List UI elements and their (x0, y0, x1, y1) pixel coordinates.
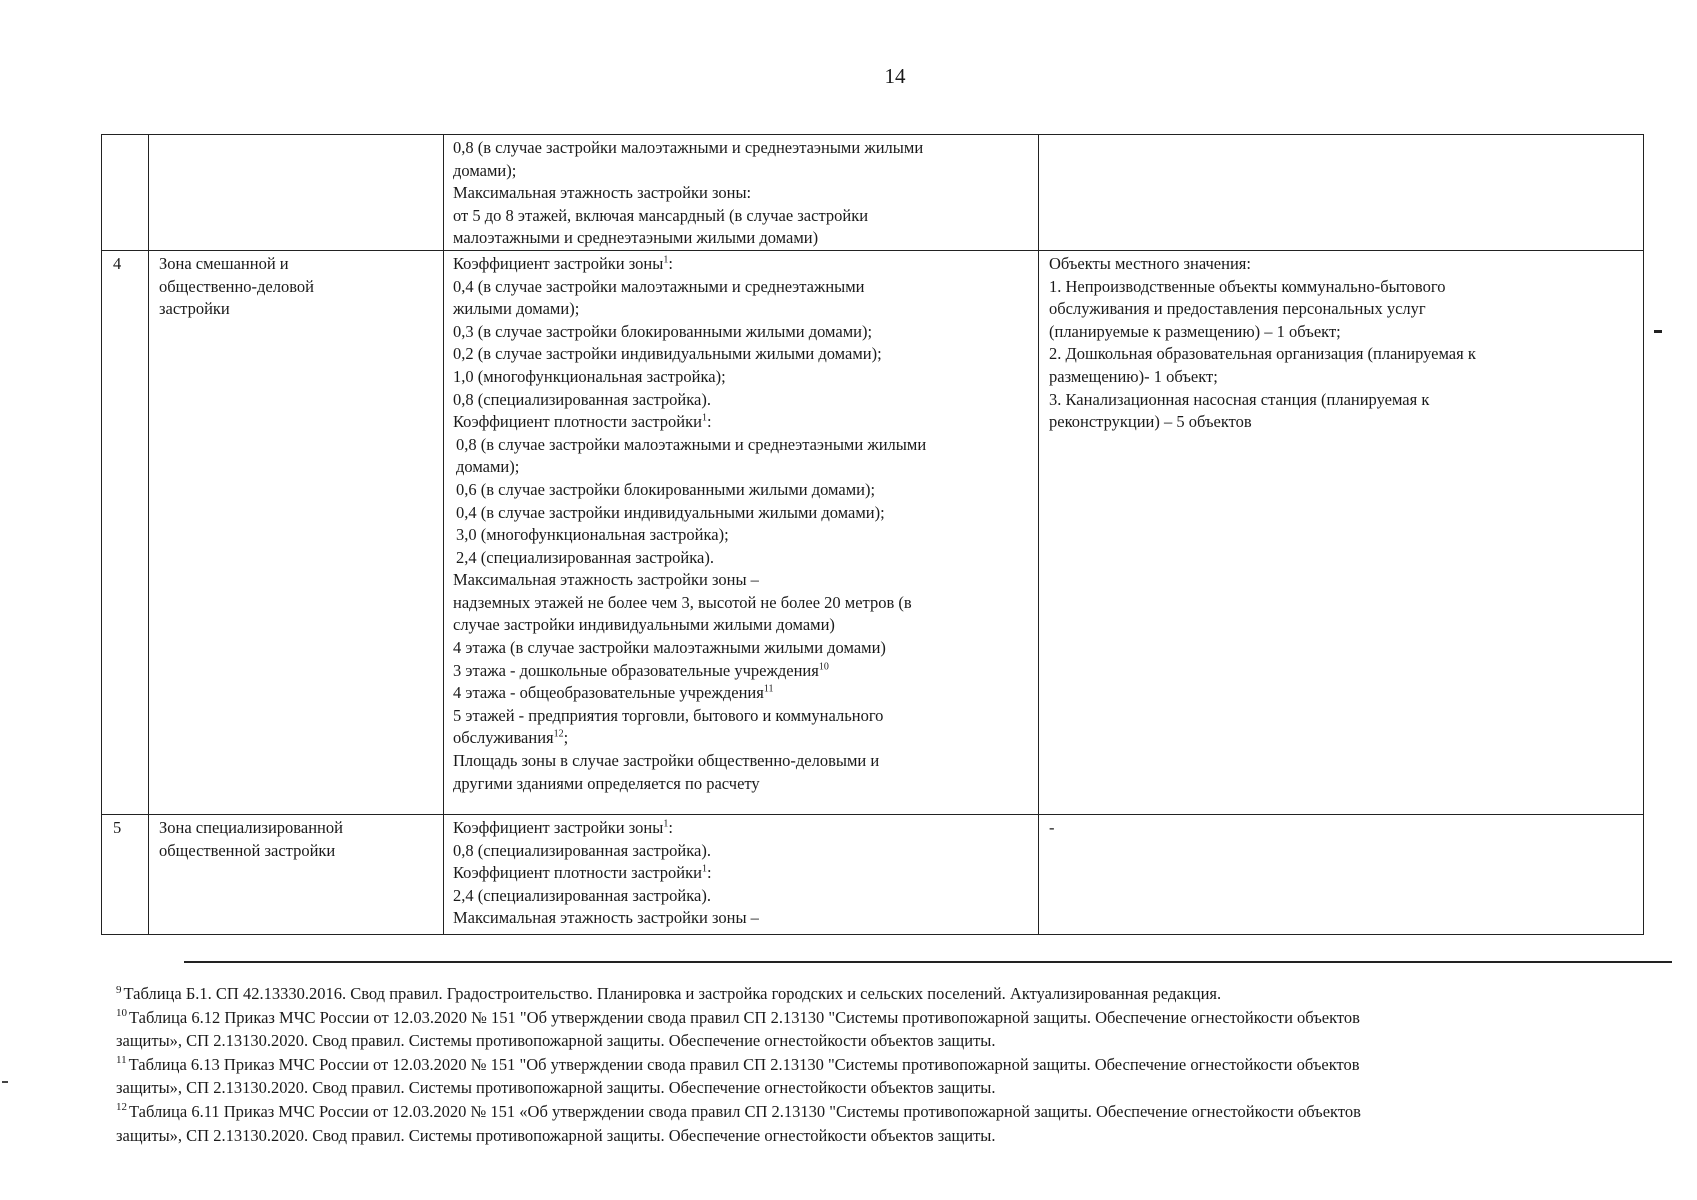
footnote-line (116, 982, 1676, 1006)
parameter-line (453, 227, 1032, 250)
footnote-text: защиты», СП 2.13130.2020. Свод правил. Системы противопожарной защиты. Обеспечение огнестойкости объектов защиты. (116, 1125, 996, 1145)
parameter-text: 0,4 (в случае застройки малоэтажными и среднеэтажными (453, 276, 865, 296)
page-number: 14 (884, 64, 906, 88)
parameter-text: Коэффициент застройки зоны (453, 253, 664, 273)
zones-table (101, 134, 1644, 935)
parameter-line (453, 569, 1032, 592)
parameter-text: 0,8 (специализированная застройка). (453, 389, 711, 409)
parameter-text: 5 этажей - предприятия торговли, бытового и коммунального (453, 705, 884, 725)
footnote-text: Таблица 6.13 Приказ МЧС России от 12.03.2020 № 151 "Об утверждении свода правил СП 2.13130 "Системы противопожарной защиты. Обеспечение огнестойкости объектов (128, 1054, 1360, 1074)
footnote-separator (184, 961, 1672, 963)
zone-name-line: общественной застройки (159, 840, 336, 860)
parameter-line (453, 137, 1032, 160)
object-line: 2. Дошкольная образовательная организация (планируемая к (1049, 344, 1476, 364)
parameter-text: Максимальная этажность застройки зоны – (453, 908, 759, 928)
parameter-line (453, 682, 1032, 705)
parameter-line (453, 456, 1032, 479)
footnote-number: 12 (116, 1101, 127, 1114)
parameter-line (453, 592, 1032, 615)
object-line: 3. Канализационная насосная станция (планируемая к (1049, 389, 1430, 409)
parameter-punctuation: : (706, 863, 712, 883)
footnote-number: 10 (116, 1007, 127, 1020)
zone-name-line: Зона специализированной (159, 817, 343, 837)
row-number: 4 (113, 253, 122, 273)
parameter-text: малоэтажными и среднеэтаэными жилыми домами) (453, 228, 819, 248)
row-number-cell (102, 135, 149, 251)
parameter-text: 1,0 (многофункциональная застройка); (453, 366, 726, 386)
parameter-line (453, 366, 1032, 389)
footnote-text: защиты», СП 2.13130.2020. Свод правил. Системы противопожарной защиты. Обеспечение огнестойкости объектов защиты. (116, 1078, 996, 1098)
parameter-text: 0,6 (в случае застройки блокированными жилыми домами); (456, 479, 876, 499)
parameter-line (453, 885, 1032, 908)
zone-name-cell (149, 135, 444, 251)
row-number-cell (102, 814, 149, 934)
parameter-line (453, 660, 1032, 683)
parameter-line (453, 524, 1032, 547)
parameter-line (453, 160, 1032, 183)
margin-dash (2, 1081, 8, 1083)
footnote-number: 9 (116, 983, 122, 996)
parameter-text: 3,0 (многофункциональная застройка); (456, 525, 729, 545)
parameter-punctuation: ; (563, 728, 569, 748)
parameter-text: 0,2 (в случае застройки индивидуальными жилыми домами); (453, 344, 882, 364)
parameter-line (453, 614, 1032, 637)
object-line: размещению)- 1 объект; (1049, 366, 1218, 386)
footnote-reference: 12 (553, 728, 564, 740)
zone-name-cell (149, 814, 444, 934)
footnote-number: 11 (116, 1054, 127, 1067)
parameter-text: Максимальная этажность застройки зоны: (453, 183, 752, 203)
footnote-line (116, 1029, 1676, 1053)
parameter-line (453, 907, 1032, 930)
parameter-text: 4 этажа - общеобразовательные учреждения (453, 683, 764, 703)
object-line: реконструкции) – 5 объектов (1049, 412, 1252, 432)
parameter-line (453, 637, 1032, 660)
parameter-line (453, 479, 1032, 502)
table-row (102, 250, 1644, 814)
parameter-line (453, 727, 1032, 750)
object-line: 1. Непроизводственные объекты коммунально-бытового (1049, 276, 1446, 296)
footnote-line (116, 1053, 1676, 1077)
local-objects-cell (1039, 250, 1644, 814)
local-objects-cell (1039, 135, 1644, 251)
parameter-punctuation: : (668, 817, 673, 837)
parameter-line (453, 389, 1032, 412)
parameter-text: Коэффициент застройки зоны (453, 817, 664, 837)
parameter-line (453, 205, 1032, 228)
object-line: (планируемые к размещению) – 1 объект; (1049, 321, 1341, 341)
parameter-line (453, 547, 1032, 570)
parameter-text: 0,8 (специализированная застройка). (453, 840, 711, 860)
footnote-text: Таблица 6.12 Приказ МЧС России от 12.03.2020 № 151 "Об утверждении свода правил СП 2.13130 "Системы противопожарной защиты. Обеспечение огнестойкости объектов (129, 1007, 1360, 1027)
parameter-text: 0,4 (в случае застройки индивидуальными жилыми домами); (456, 502, 885, 522)
parameter-text: 2,4 (специализированная застройка). (456, 547, 714, 567)
parameter-line (453, 502, 1032, 525)
zone-parameters-cell (444, 135, 1039, 251)
object-line: обслуживания и предоставления персональных услуг (1049, 299, 1426, 319)
margin-mark (1654, 330, 1662, 333)
row-number: 5 (113, 817, 122, 837)
parameter-text: другими зданиями определяется по расчету (453, 773, 760, 793)
parameter-text: домами); (456, 457, 520, 477)
footnote-line (116, 1100, 1676, 1124)
zone-name-cell (149, 250, 444, 814)
zone-name-line: общественно-деловой (159, 276, 315, 296)
parameter-text: обслуживания (453, 728, 554, 748)
footnote-reference: 1 (663, 254, 669, 266)
parameter-line (453, 411, 1032, 434)
parameter-text: Максимальная этажность застройки зоны – (453, 570, 759, 590)
footnote-text: Таблица 6.11 Приказ МЧС России от 12.03.2020 № 151 «Об утверждении свода правил СП 2.13130 "Системы противопожарной защиты. Обеспечение огнестойкости объектов (129, 1101, 1361, 1121)
parameter-punctuation: : (706, 412, 712, 432)
parameter-line (453, 434, 1032, 457)
local-objects-cell (1039, 814, 1644, 934)
footnote-line (116, 1006, 1676, 1030)
parameter-line (453, 182, 1032, 205)
parameter-text: 2,4 (специализированная застройка). (453, 885, 711, 905)
footnote-reference: 1 (701, 412, 707, 424)
parameter-text: Коэффициент плотности застройки (453, 412, 702, 432)
parameter-line (453, 750, 1032, 773)
parameter-text: жилыми домами); (453, 299, 580, 319)
parameter-text: от 5 до 8 этажей, включая мансардный (в случае застройки (453, 205, 869, 225)
parameter-text: 3 этажа - дошкольные образовательные учреждения (453, 660, 819, 680)
parameter-text: 0,3 (в случае застройки блокированными жилыми домами); (453, 321, 873, 341)
table-row (102, 814, 1644, 934)
row-number-cell (102, 250, 149, 814)
parameter-text: случае застройки индивидуальными жилыми домами) (453, 615, 835, 635)
zone-parameters-cell (444, 250, 1039, 814)
parameter-text: домами); (453, 160, 517, 180)
parameter-line (453, 773, 1032, 796)
zone-name-line: Зона смешанной и (159, 253, 289, 273)
footnote-line (116, 1124, 1676, 1148)
zone-parameters-cell (444, 814, 1039, 934)
footnotes (116, 982, 1676, 1147)
parameter-line (453, 253, 1032, 276)
object-line: - (1049, 817, 1055, 837)
zone-name-line: застройки (159, 299, 230, 319)
object-line: Объекты местного значения: (1049, 253, 1251, 273)
footnote-reference: 10 (818, 661, 829, 673)
parameter-text: Площадь зоны в случае застройки общественно-деловыми и (453, 751, 880, 771)
footnote-reference: 1 (701, 863, 707, 875)
footnote-reference: 1 (663, 818, 669, 830)
parameter-line (453, 276, 1032, 299)
parameter-line (453, 840, 1032, 863)
parameter-line (453, 298, 1032, 321)
parameter-text: 4 этажа (в случае застройки малоэтажными жилыми домами) (453, 638, 886, 658)
parameter-text: 0,8 (в случае застройки малоэтажными и среднеэтаэными жилыми (456, 434, 927, 454)
parameter-text: Коэффициент плотности застройки (453, 863, 702, 883)
footnote-reference: 11 (763, 683, 774, 695)
parameter-line (453, 343, 1032, 366)
parameter-line (453, 705, 1032, 728)
parameter-text: 0,8 (в случае застройки малоэтажными и среднеэтаэными жилыми (453, 138, 924, 157)
table-row (102, 135, 1644, 251)
footnote-line (116, 1076, 1676, 1100)
footnote-text: Таблица Б.1. СП 42.13330.2016. Свод правил. Градостроительство. Планировка и застройка городских и сельских поселений. Актуализированная редакция. (123, 984, 1222, 1003)
footnote-text: защиты», СП 2.13130.2020. Свод правил. Системы противопожарной защиты. Обеспечение огнестойкости объектов защиты. (116, 1031, 996, 1051)
parameter-punctuation: : (668, 253, 673, 273)
parameter-line (453, 817, 1032, 840)
parameter-line (453, 321, 1032, 344)
parameter-line (453, 862, 1032, 885)
parameter-text: надземных этажей не более чем 3, высотой не более 20 метров (в (453, 592, 912, 612)
